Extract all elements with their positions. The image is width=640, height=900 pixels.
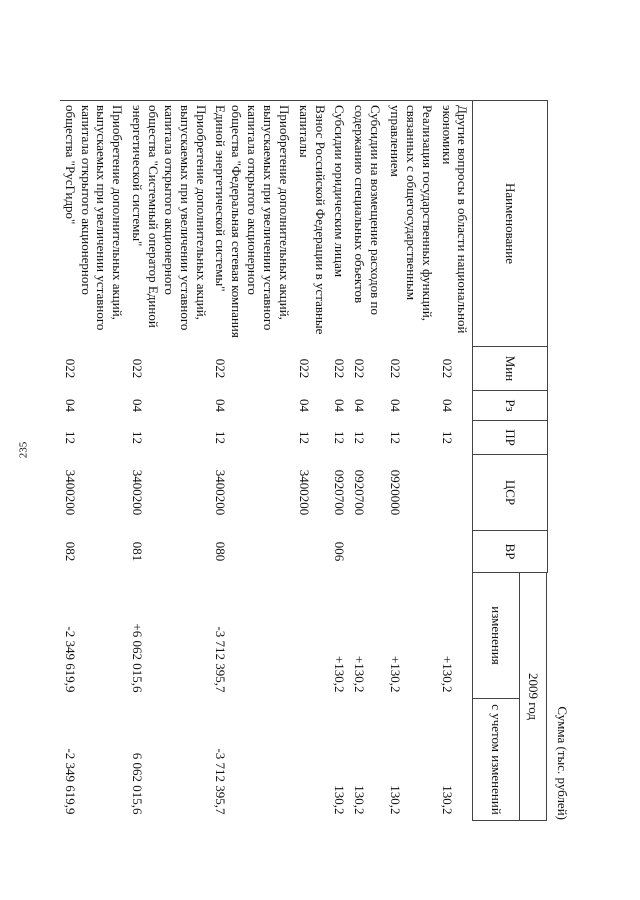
row-pr: 12: [439, 431, 455, 444]
row-name: Приобретение дополнительных акций, выпускаемых при увеличении уставного капитала открытого акционерного общества "Системный оператор Единой энергетической системы": [127, 101, 210, 347]
row-pr: 12: [130, 431, 146, 444]
row-vr: [385, 531, 437, 573]
table-row: [60, 101, 127, 821]
row-vr: 082: [62, 541, 78, 562]
row-csr: 0920000: [388, 469, 404, 516]
header-name: Наименование: [473, 101, 548, 347]
row-min: 022: [296, 358, 312, 379]
row-with-changes: -2 349 619,9: [62, 748, 78, 815]
row-csr: 0920700: [352, 469, 368, 516]
row-vr: 081: [130, 541, 146, 562]
table-row: [349, 101, 385, 821]
header-year: 2009 год: [520, 573, 547, 821]
row-changes: [294, 573, 330, 699]
row-csr: 3400200: [62, 469, 78, 516]
header-changes: изменения: [473, 573, 520, 699]
row-changes: -3 712 395,7: [213, 626, 229, 693]
row-csr: 3400200: [130, 469, 146, 516]
row-changes: -2 349 619,9: [62, 626, 78, 693]
row-name: Приобретение дополнительных акций, выпускаемых при увеличении уставного капитала открытого акционерного общества "РусГидро": [60, 101, 127, 347]
row-vr: 080: [213, 541, 229, 562]
row-name: Приобретение дополнительных акций, выпускаемых при увеличении уставного капитала открытого акционерного общества "Федеральная сетевая компания Единой энергетической системы": [211, 101, 294, 347]
row-changes: +130,2: [352, 655, 368, 693]
row-name: Реализация государственных функций, связанных с общегосударственным управлением: [385, 101, 437, 347]
table-body: [60, 101, 473, 821]
header-with-changes: с учетом изменений: [473, 699, 520, 821]
row-with-changes: 6 062 015,6: [130, 752, 146, 815]
row-name: Субсидии юридическим лицам: [330, 101, 350, 347]
row-name: Взнос Российской Федерации в уставные капиталы: [294, 101, 330, 347]
row-vr: [349, 531, 385, 573]
header-csr: ЦСР: [473, 455, 548, 531]
row-pr: 12: [388, 431, 404, 444]
header-min: Мин: [473, 347, 548, 391]
row-csr: [437, 455, 473, 531]
row-pr: 12: [62, 431, 78, 444]
budget-table: [60, 100, 548, 821]
row-rz: 04: [296, 399, 312, 412]
row-min: 022: [130, 358, 146, 379]
row-min: 022: [439, 358, 455, 379]
row-csr: 0920700: [332, 469, 348, 516]
row-with-changes: -3 712 395,7: [213, 748, 229, 815]
table-row: [437, 101, 473, 821]
header-pr: ПР: [473, 421, 548, 455]
row-min: 022: [352, 358, 368, 379]
row-pr: 12: [332, 431, 348, 444]
row-pr: 12: [213, 431, 229, 444]
row-rz: 04: [332, 399, 348, 412]
row-pr: 12: [352, 431, 368, 444]
row-changes: +130,2: [439, 655, 455, 693]
row-rz: 04: [213, 399, 229, 412]
row-csr: 3400200: [213, 469, 229, 516]
table-row: [385, 101, 437, 821]
row-with-changes: 130,2: [388, 785, 404, 815]
table-row: [330, 101, 350, 821]
row-with-changes: 130,2: [352, 785, 368, 815]
row-vr: [294, 531, 330, 573]
row-with-changes: 130,2: [332, 785, 348, 815]
row-pr: 12: [296, 431, 312, 444]
row-vr: [437, 531, 473, 573]
row-rz: 04: [352, 399, 368, 412]
row-min: 022: [388, 358, 404, 379]
unit-header: Сумма (тыс. рублей): [555, 706, 570, 820]
row-name: Субсидии на возмещение расходов по содержанию специальных объектов: [349, 101, 385, 347]
row-changes: +6 062 015,6: [130, 623, 146, 693]
table-row: [211, 101, 294, 821]
header-rz: Рз: [473, 391, 548, 421]
row-with-changes: [294, 699, 330, 821]
row-changes: +130,2: [388, 655, 404, 693]
row-min: 022: [213, 358, 229, 379]
header-vr: ВР: [473, 531, 548, 573]
page-number: 235: [17, 441, 29, 459]
table-row: [127, 101, 210, 821]
row-name: Другие вопросы в области национальной экономики: [437, 101, 473, 347]
row-vr: 006: [332, 541, 348, 562]
budget-table-page: [62, 100, 570, 820]
row-min: 022: [62, 358, 78, 379]
row-with-changes: 130,2: [439, 785, 455, 815]
row-csr: 3400200: [296, 469, 312, 516]
row-rz: 04: [388, 399, 404, 412]
row-min: 022: [332, 358, 348, 379]
table-row: [294, 101, 330, 821]
row-rz: 04: [130, 399, 146, 412]
row-rz: 04: [439, 399, 455, 412]
row-rz: 04: [62, 399, 78, 412]
row-changes: +130,2: [332, 655, 348, 693]
